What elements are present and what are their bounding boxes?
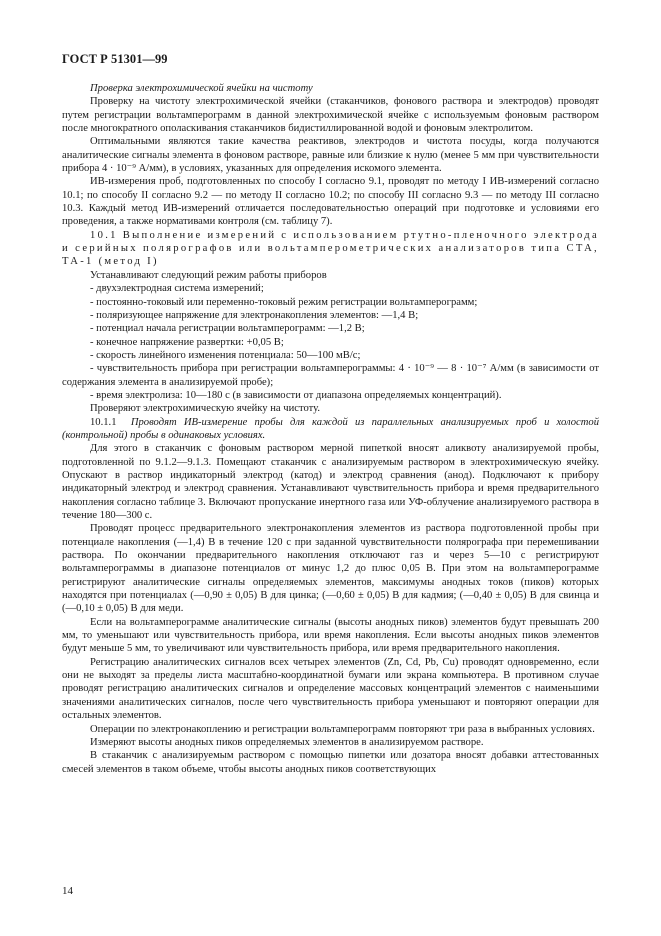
paragraph: ИВ-измерения проб, подготовленных по способу I согласно 9.1, проводят по методу I ИВ-измерений согласно 10.1; по способу II согласно 9.2 — по методу II согласно 10.2; по способу III согласно 9.3 — по методу III согласно 10.3. Каждый метод ИВ-измерений отличается последовательностью операций при подготовке и условиями его проведения, а также нормативами контроля (см. таблицу 7). — [62, 176, 599, 228]
paragraph: В стаканчик с анализируемым раствором с помощью пипетки или дозатора вносят добавки аттестованных смесей элементов в таком объеме, чтобы высоты анодных пиков соответствующих — [62, 750, 599, 775]
paragraph: Для этого в стаканчик с фоновым раствором мерной пипеткой вносят аликвоту анализируемой пробы, подготовленной по 9.1.2—9.1.3. Помещают стаканчик с анализируемым раствором в электрохимическую ячейку. Опускают в раствор индикаторный электрод (катод) и электрод сравнения (анод). Подключают к прибору индикаторный электрод и электрод сравнения. Устанавливают чувствительность прибора и время предварительного накопления согласно таблице 3. Включают пропускание инертного газа или УФ-облучение анализируемого раствора в течение 180—300 с. — [62, 443, 599, 521]
paragraph: Проверку на чистоту электрохимической ячейки (стаканчиков, фонового раствора и электродов) проводят путем регистрации вольтамперограмм в данной электрохимической ячейке с используемым фоновым раствором после многократного ополаскивания стаканчиков бидистиллированной водой и фоновым электролитом. — [62, 96, 599, 135]
list-item: - скорость линейного изменения потенциала: 50—100 мВ/с; — [90, 349, 361, 361]
list-item: - потенциал начала регистрации вольтамперограмм: —1,2 В; — [90, 323, 365, 335]
page-number: 14 — [62, 885, 73, 897]
list-item: - чувствительность прибора при регистрации вольтамперограммы: 4 · 10⁻⁹ — 8 · 10⁻⁷ А/мм (в зависимости от содержания элемента в анализируемой пробе); — [62, 363, 599, 388]
paragraph: Устанавливают следующий режим работы приборов — [90, 269, 327, 281]
paragraph: Операции по электронакоплению и регистрации вольтамперограмм повторяют три раза в выбранных условиях. — [90, 723, 595, 735]
paragraph: Оптимальными являются такие качества реактивов, электродов и чистота посуды, когда получаются аналитические сигналы элемента в фоновом растворе, равные или близкие к нулю (менее 5 мм при чувствительности прибора 4 · 10⁻⁹ А/мм), в условиях, указанных для определения искомого элемента. — [62, 136, 599, 175]
standard-header: ГОСТ Р 51301—99 — [62, 52, 168, 66]
document-body — [62, 82, 599, 776]
list-item: - двухэлектродная система измерений; — [90, 283, 264, 295]
subsection-caption — [62, 416, 599, 443]
list-item: - постоянно-токовый или переменно-токовый режим регистрации вольтамперограмм; — [90, 296, 478, 308]
paragraph: Измеряют высоты анодных пиков определяемых элементов в анализируемом растворе. — [90, 736, 484, 748]
list-item: - поляризующее напряжение для электронакопления элементов: —1,4 В; — [90, 309, 419, 321]
paragraph: Проводят процесс предварительного электронакопления элементов из раствора подготовленной пробы при потенциале накопления (—1,4) В в течение 120 с при заданной чувствительности полярографа при перемешивании раствора. По окончании предварительного накопления отключают газ и через 5—10 с регистрируют вольтамперограммы в диапазоне потенциалов от минус 1,2 до плюс 0,05 В. При этом на вольтамперограмме регистрируют аналитические сигналы определяемых элементов, максимумы анодных токов (пиков) которых находятся при потенциалах (—0,90 ± 0,05) В для цинка; (—0,60 ± 0,05) В для кадмия; (—0,40 ± 0,05) В для свинца и (—0,10 ± 0,05) В для меди. — [62, 523, 599, 615]
list-item: - конечное напряжение развертки: +0,05 В; — [90, 336, 284, 348]
section-heading: 10.1 Выполнение измерений с использованием ртутно-пленочного электрода и серийных полярографов или вольтамперометрических анализаторов типа СТА, ТА-1 (метод I) — [62, 229, 599, 268]
paragraph: Регистрацию аналитических сигналов всех четырех элементов (Zn, Cd, Pb, Cu) проводят одновременно, если они не выходят за пределы листа масштабно-координатной бумаги или экрана компьютера. В противном случае проводят регистрацию аналитических сигналов и определение массовых концентраций элементов с наименьшими значениями аналитических сигналов, после чего чувствительность прибора уменьшают и повторяют операции для остальных элементов. — [62, 656, 599, 722]
section-caption: Проверка электрохимической ячейки на чистоту — [90, 83, 313, 94]
paragraph: Проверяют электрохимическую ячейку на чистоту. — [90, 403, 320, 415]
subsection-number: 10.1.1 — [90, 416, 117, 428]
list-item: - время электролиза: 10—180 с (в зависимости от диапазона определяемых концентраций). — [90, 389, 502, 401]
subsection-text: Проводят ИВ-измерение пробы для каждой из параллельных анализируемых проб и холостой (контрольной) пробы в одинаковых условиях. — [62, 416, 600, 441]
paragraph: Если на вольтамперограмме аналитические сигналы (высоты анодных пиков) элементов будут превышать 200 мм, то уменьшают или чувствительность прибора, или время накопления. Если высоты анодных пиков элементов будут меньше 5 мм, то увеличивают или чувствительность прибора, или время предварительного накопления. — [62, 616, 599, 655]
